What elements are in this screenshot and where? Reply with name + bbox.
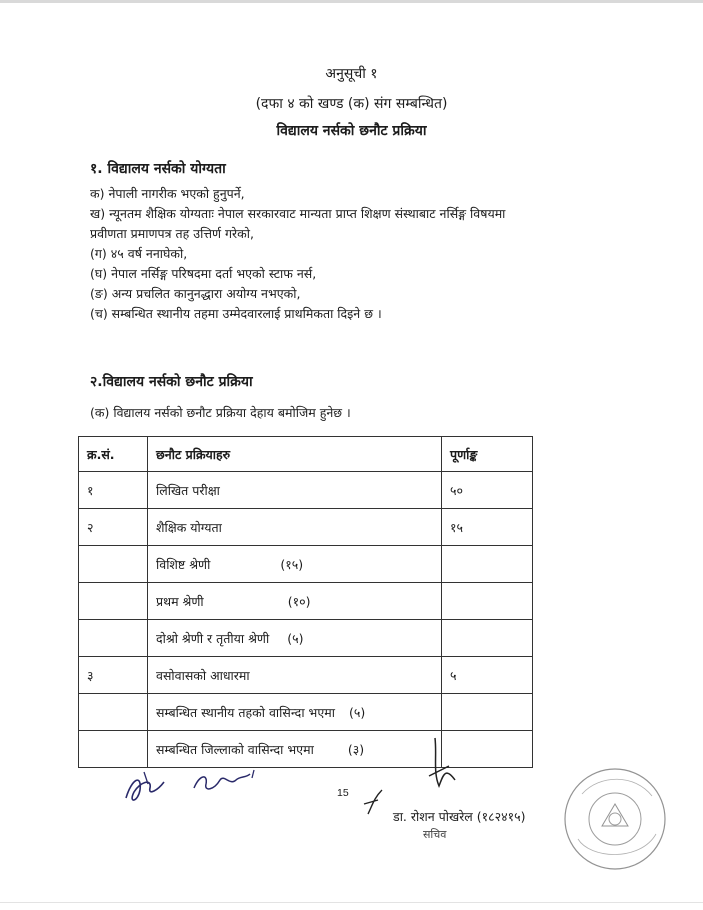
signer-role: सचिव: [423, 828, 447, 841]
column-header-process: छनौट प्रक्रियाहरु: [148, 437, 442, 472]
cell-process: [148, 620, 442, 657]
table-row: [79, 583, 533, 620]
sub-marks: (१०): [287, 593, 311, 609]
signer-name: डा. रोशन पोखरेल (१८२४१५): [393, 809, 526, 824]
cell-sn: [79, 620, 148, 657]
table-row: [79, 472, 533, 509]
cell-process: [148, 694, 442, 731]
process-label: विशिष्ट श्रेणी: [156, 556, 211, 572]
section-2-intro: (क) विद्यालय नर्सको छनौट प्रक्रिया देहाय बमोजिम हुनेछ ।: [90, 405, 351, 420]
qualification-item: क) नेपाली नागरीक भएको हुनुपर्ने,: [90, 186, 245, 201]
cell-process: [148, 583, 442, 620]
sub-marks: (५): [348, 704, 366, 720]
cell-marks: [442, 620, 533, 657]
table-row: [79, 620, 533, 657]
process-label: प्रथम श्रेणी: [156, 593, 204, 609]
column-header-marks: पूर्णाङ्क: [442, 437, 533, 472]
process-label: वसोवासको आधारमा: [156, 667, 250, 683]
qualification-item: प्रवीणता प्रमाणपत्र तह उत्तिर्ण गरेको,: [90, 226, 254, 241]
cell-sn: २: [79, 509, 148, 546]
cell-process: [148, 546, 442, 583]
cell-process: [148, 657, 442, 694]
qualification-item: (च) सम्बन्धित स्थानीय तहमा उम्मेदवारलाई प्राथमिकता दिइने छ ।: [90, 306, 382, 321]
qualification-list: [90, 184, 600, 324]
signature-4-icon: [360, 788, 390, 818]
process-label: सम्बन्धित स्थानीय तहको वासिन्दा भएमा: [156, 704, 335, 720]
cell-marks: [442, 583, 533, 620]
process-label: लिखित परीक्षा: [156, 482, 220, 498]
process-label: सम्बन्धित जिल्लाको वासिन्दा भएमा: [156, 741, 314, 757]
qualification-item: (घ) नेपाल नर्सिङ्ग परिषदमा दर्ता भएको स्टाफ नर्स,: [90, 266, 317, 281]
table-row: [79, 509, 533, 546]
cell-marks: ५०: [442, 472, 533, 509]
annex-heading: अनुसूची १: [325, 66, 378, 82]
table-row: [79, 546, 533, 583]
process-label: शैक्षिक योग्यता: [156, 519, 222, 535]
table-header-row: [79, 437, 533, 472]
annex-subtitle: (दफा ४ को खण्ड (क) संग सम्बन्धित): [255, 96, 448, 112]
cell-marks: [442, 694, 533, 731]
cell-sn: [79, 546, 148, 583]
process-label: दोश्रो श्रेणी र तृतीया श्रेणी: [156, 630, 270, 646]
cell-sn: [79, 583, 148, 620]
page-number: 15: [337, 787, 349, 799]
cell-sn: १: [79, 472, 148, 509]
qualification-item: (ग) ४५ वर्ष ननाघेको,: [90, 246, 188, 261]
signature-1-icon: [120, 768, 170, 808]
cell-process: [148, 472, 442, 509]
qualification-item: (ङ) अन्य प्रचलित कानुनद्धारा अयोग्य नभएको,: [90, 286, 301, 301]
cell-sn: [79, 694, 148, 731]
sub-marks: (३): [347, 741, 365, 757]
signature-3-icon: [415, 736, 465, 796]
column-header-sn: क्र.सं.: [79, 437, 148, 472]
top-edge-line: [0, 0, 703, 3]
cell-sn: [79, 731, 148, 768]
selection-process-table: [78, 436, 533, 768]
table-row: [79, 694, 533, 731]
section-2-heading: २.विद्यालय नर्सको छनौट प्रक्रिया: [90, 374, 253, 390]
table-row: [79, 657, 533, 694]
bottom-edge-line: [0, 902, 703, 903]
section-1-heading: १. विद्यालय नर्सको योग्यता: [90, 161, 226, 177]
cell-marks: [442, 546, 533, 583]
cell-sn: ३: [79, 657, 148, 694]
sub-marks: (१५): [280, 556, 304, 572]
cell-marks: ५: [442, 657, 533, 694]
cell-marks: १५: [442, 509, 533, 546]
cell-process: [148, 731, 442, 768]
official-seal-icon: [560, 764, 670, 874]
document-title: विद्यालय नर्सको छनौट प्रक्रिया: [276, 123, 427, 139]
qualification-item: ख) न्यूनतम शैक्षिक योग्यताः नेपाल सरकारवाट मान्यता प्राप्त शिक्षण संस्थाबाट नर्सिङ्ग विषयमा: [90, 206, 506, 221]
cell-process: [148, 509, 442, 546]
signature-2-icon: [190, 766, 260, 796]
sub-marks: (५): [287, 630, 304, 646]
